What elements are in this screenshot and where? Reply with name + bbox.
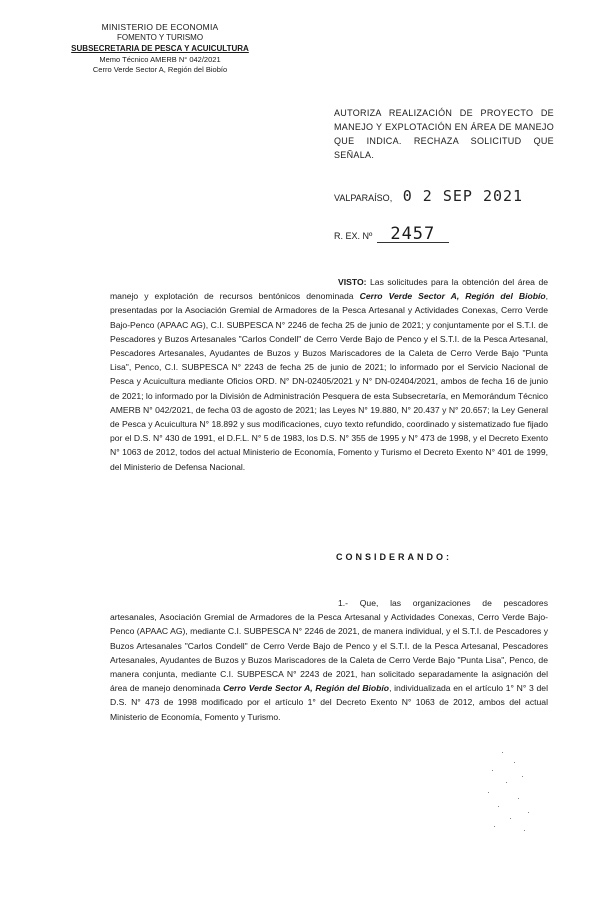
resolution-title: AUTORIZA REALIZACIÓN DE PROYECTO DE MANEJO Y EXPLOTACIÓN EN ÁREA DE MANEJO QUE INDICA. RECHAZA SOLICITUD QUE SEÑALA. xyxy=(334,108,554,160)
para1-text-2: , individualizada en el artículo 1° N° 3 del D.S. N° 473 de 1998 modificado por el artículo 1° del Decreto Exento N° 1063 de 2012, ambos del actual Ministerio de Economía, Fomento y Turismo. xyxy=(110,683,548,722)
rex-number: 2457 xyxy=(377,226,449,243)
para1-text-1: 1.- Que, las organizaciones de pescadores artesanales, Asociación Gremial de Armadores de la Pesca Artesanal y Actividades Conexas, Cerro Verde Bajo-Penco (APAAC AG), mediante C.I. SUBPESCA N° 2246 de 2021, de manera individual, y el S.T.I. de Pescadores y Buzos Artesanales "Carlos Condell" de Cerro Verde Bajo de Penco y el S.T.I. de la Pesca Artesanal, Pescadores Artesanales, Ayudantes de Buzos y Buzos Mariscadores de la Caleta de Cerro Verde Bajo "Punta Lisa", Penco, de manera conjunta, mediante C.I. SUBPESCA N° 2243 de 2021, han solicitado separadamente la asignación del área de manejo denominada xyxy=(110,598,548,694)
subsecretaria-name: SUBSECRETARIA DE PESCA Y ACUICULTURA xyxy=(71,44,249,53)
place-label: VALPARAÍSO, xyxy=(334,193,393,203)
area-reference: Cerro Verde Sector A, Región del Biobío xyxy=(92,65,228,74)
visto-heading: VISTO: xyxy=(338,277,367,287)
visto-area-name: Cerro Verde Sector A, Región del Biobío xyxy=(359,291,546,302)
date-line xyxy=(334,187,523,205)
visto-paragraph xyxy=(110,275,548,474)
considerando-paragraph-1 xyxy=(110,596,548,724)
considerando-heading: CONSIDERANDO: xyxy=(336,552,453,562)
visto-text-2: , presentadas por la Asociación Gremial de Armadores de la Pesca Artesanal y Actividades Conexas, Cerro Verde Bajo-Penco (APAAC AG), C.I. SUBPESCA N° 2246 de fecha 25 de junio de 2021; y conjuntamente por el S.T.I. de Pescadores y Buzos Artesanales "Carlos Condell" de Cerro Verde Bajo de Penco y el S.T.I. de la Pesca Artesanal, Pescadores Artesanales, Ayudantes de Buzos y Buzos Mariscadores de la Caleta de Cerro Verde Bajo "Punta Lisa", Penco, C.I. SUBPESCA N° 2243 de fecha 25 de junio de 2021; lo informado por el Servicio Nacional de Pesca y Acuicultura mediante Oficios ORD. N° DN-02405/2021 y N° DN-02404/2021, ambos de fecha 16 de junio de 2021; lo informado por la División de Administración Pesquera de esta Subsecretaría, en Memorándum Técnico AMERB N° 042/2021, de fecha 03 de agosto de 2021; las Leyes N° 19.880, N° 20.437 y N° 20.657; la Ley General de Pesca y Acuicultura N° 18.892 y sus modificaciones, cuyo texto refundido, coordinado y sistematizado fue fijado por el D.S. N° 430 de 1991, el D.F.L. N° 5 de 1983, los D.S. N° 355 de 1995 y N° 473 de 1998, y el Decreto Exento N° 1063 de 2012, todos del actual Ministerio de Economía, Fomento y Turismo el Decreto Exento N° 401 de 1999, del Ministerio de Defensa Nacional. xyxy=(110,291,548,472)
seal-stamp-marks xyxy=(484,752,534,832)
date-stamp: 0 2 SEP 2021 xyxy=(402,187,524,205)
visto-text-1: Las solicitudes para la obtención del área de manejo y explotación de recursos bentónicos denominada xyxy=(110,277,548,302)
memo-reference: Memo Técnico AMERB N° 042/2021 xyxy=(99,55,221,64)
letterhead xyxy=(60,22,260,75)
ministry-name: MINISTERIO DE ECONOMIA xyxy=(101,22,219,32)
ministry-subname: FOMENTO Y TURISMO xyxy=(116,33,204,42)
rex-label: R. EX. Nº xyxy=(334,231,373,241)
resolution-number-line xyxy=(334,226,449,243)
para1-area-name: Cerro Verde Sector A, Región del Biobío xyxy=(223,683,390,694)
